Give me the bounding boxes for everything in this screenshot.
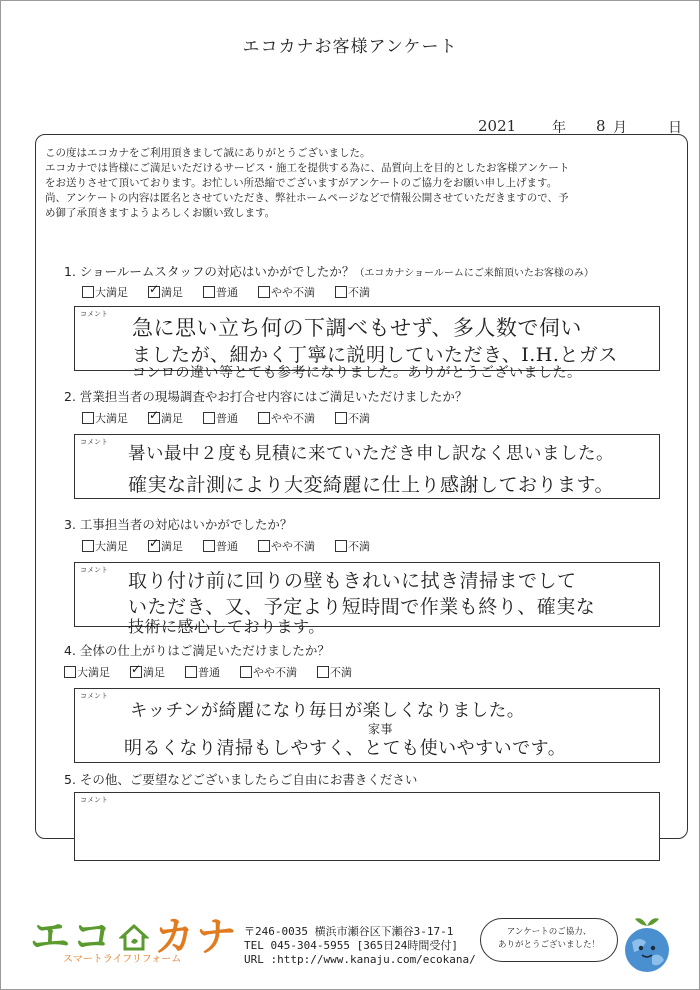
question-text: ショールームスタッフの対応はいかがでしたか？ — [79, 264, 355, 279]
brand-subtitle: スマートライフリフォーム — [63, 954, 182, 965]
option-satisfied[interactable]: ✓ 満足 — [148, 284, 183, 300]
question-text: その他、ご要望などございましたらご自由にお書きください — [79, 772, 418, 787]
checkbox[interactable] — [335, 286, 347, 298]
question-number: 2. — [64, 389, 76, 404]
q3-comment-line-3: 技術に感心しております。 — [128, 617, 325, 636]
checkbox-checked[interactable] — [148, 412, 160, 424]
checkbox[interactable] — [258, 286, 270, 298]
q4-comment-insert: 家事 — [368, 722, 394, 736]
question-3-title — [64, 515, 292, 533]
checkbox-checked[interactable] — [148, 540, 160, 552]
option-satisfied[interactable]: ✓ 満足 — [130, 664, 165, 680]
checkbox[interactable] — [203, 286, 215, 298]
checkbox-checked[interactable] — [130, 666, 142, 678]
comment-label: コメント — [80, 692, 108, 700]
question-5-comment-box[interactable] — [74, 792, 660, 861]
bubble-line-2: ありがとうございました！ — [497, 940, 600, 950]
option-very-satisfied[interactable]: 大満足 — [64, 664, 110, 680]
checkbox[interactable] — [64, 666, 76, 678]
company-tel: TEL 045-304-5955 [365日24時間受付] — [244, 939, 458, 952]
option-somewhat-dissatisfied[interactable]: やや不満 — [258, 410, 315, 426]
q4-comment-line-2: 明るくなり清掃もしやすく、とても使いやすいです。 — [124, 738, 567, 759]
checkbox-checked[interactable] — [148, 286, 160, 298]
option-very-satisfied[interactable]: 大満足 — [82, 410, 128, 426]
question-text: 全体の仕上がりはご満足いただけましたか？ — [79, 643, 330, 658]
option-dissatisfied[interactable]: 不満 — [335, 410, 370, 426]
option-somewhat-dissatisfied[interactable]: やや不満 — [240, 664, 297, 680]
comment-label: コメント — [80, 310, 108, 318]
question-2-title — [64, 387, 467, 405]
option-very-satisfied[interactable]: 大満足 — [82, 538, 128, 554]
checkbox[interactable] — [335, 412, 347, 424]
intro-line: エコカナでは皆様にご満足いただけるサービス・施工を提供する為に、品質向上を目的としたお客様アンケート — [45, 162, 570, 174]
comment-label: コメント — [80, 438, 108, 446]
checkbox[interactable] — [258, 540, 270, 552]
q1-comment-line-2: ましたが、細かく丁寧に説明していただき、I.H.とガス — [132, 344, 618, 366]
page-title: エコカナお客様アンケート — [242, 37, 458, 57]
question-1-options — [82, 284, 370, 300]
checkbox[interactable] — [317, 666, 329, 678]
q2-comment-line-1: 暑い最中２度も見積に来ていただき申し訳なく思いました。 — [128, 444, 614, 464]
comment-label: コメント — [80, 796, 108, 804]
question-number: 5. — [64, 772, 76, 787]
q3-comment-line-2: いただき、又、予定より短時間で作業も終り、確実な — [128, 596, 596, 618]
date-month: 8 — [596, 117, 606, 135]
option-dissatisfied[interactable]: 不満 — [335, 538, 370, 554]
thanks-bubble — [480, 918, 618, 962]
checkbox[interactable] — [203, 540, 215, 552]
q1-comment-line-3: コンロの違い等とても参考になりました。ありがとうございました。 — [132, 365, 582, 381]
option-somewhat-dissatisfied[interactable]: やや不満 — [258, 538, 315, 554]
question-1-title — [64, 262, 594, 280]
comment-label: コメント — [80, 566, 108, 574]
q3-comment-line-1: 取り付け前に回りの壁もきれいに拭き清掃までして — [128, 570, 577, 592]
option-dissatisfied[interactable]: 不満 — [317, 664, 352, 680]
question-number: 3. — [64, 517, 76, 532]
intro-line: この度はエコカナをご利用頂きまして誠にありがとうございました。 — [45, 147, 371, 159]
question-note: （エコカナショールームにご来館頂いたお客様のみ） — [354, 268, 594, 279]
checkbox[interactable] — [335, 540, 347, 552]
option-satisfied[interactable]: ✓ 満足 — [148, 410, 183, 426]
date-day-label: 日 — [668, 120, 682, 136]
mascot-globe-icon — [620, 912, 674, 976]
q4-comment-line-1: キッチンが綺麗になり毎日が楽しくなりました。 — [130, 701, 525, 721]
date-year: 2021 — [478, 117, 517, 135]
question-text: 営業担当者の現場調査やお打合せ内容にはご満足いただけましたか？ — [79, 389, 468, 404]
question-4-title — [64, 641, 330, 659]
question-text: 工事担当者の対応はいかがでしたか？ — [79, 517, 293, 532]
company-address: 〒246-0035 横浜市瀬谷区下瀬谷3-17-1 — [244, 925, 454, 938]
house-icon — [119, 922, 149, 952]
question-3-options — [82, 538, 370, 554]
logo-kana-text: カナ — [154, 914, 239, 960]
date-month-label: 月 — [613, 120, 627, 136]
checkbox[interactable] — [185, 666, 197, 678]
option-very-satisfied[interactable]: 大満足 — [82, 284, 128, 300]
date-year-label: 年 — [552, 120, 566, 136]
option-normal[interactable]: 普通 — [203, 538, 238, 554]
option-normal[interactable]: 普通 — [203, 410, 238, 426]
bubble-line-1: アンケートのご協力、 — [506, 927, 592, 937]
q2-comment-line-2: 確実な計測により大変綺麗に仕上り感謝しております。 — [128, 474, 614, 496]
intro-line: 尚、アンケートの内容は匿名とさせていただき、弊社ホームページなどで情報公開させていただきますので、予 — [45, 192, 569, 204]
checkbox[interactable] — [258, 412, 270, 424]
question-number: 1. — [64, 264, 76, 279]
checkbox[interactable] — [82, 540, 94, 552]
q1-comment-line-1: 急に思い立ち何の下調べもせず、多人数で伺い — [132, 316, 582, 340]
checkbox[interactable] — [240, 666, 252, 678]
option-somewhat-dissatisfied[interactable]: やや不満 — [258, 284, 315, 300]
option-dissatisfied[interactable]: 不満 — [335, 284, 370, 300]
question-4-options — [64, 664, 352, 680]
question-5-title — [64, 770, 417, 788]
question-number: 4. — [64, 643, 76, 658]
company-url[interactable]: URL :http://www.kanaju.com/ecokana/ — [244, 953, 476, 966]
option-satisfied[interactable]: ✓ 満足 — [148, 538, 183, 554]
intro-text — [45, 146, 685, 221]
checkbox[interactable] — [203, 412, 215, 424]
option-normal[interactable]: 普通 — [203, 284, 238, 300]
intro-line: め御了承頂きますようよろしくお願い致します。 — [45, 207, 276, 219]
checkbox[interactable] — [82, 412, 94, 424]
question-2-options — [82, 410, 370, 426]
logo-eco-text: エコ — [30, 914, 114, 960]
intro-line: をお送りさせて頂いております。お忙しい所恐縮でございますがアンケートのご協力をお願い申し上げます。 — [45, 177, 558, 189]
option-normal[interactable]: 普通 — [185, 664, 220, 680]
checkbox[interactable] — [82, 286, 94, 298]
